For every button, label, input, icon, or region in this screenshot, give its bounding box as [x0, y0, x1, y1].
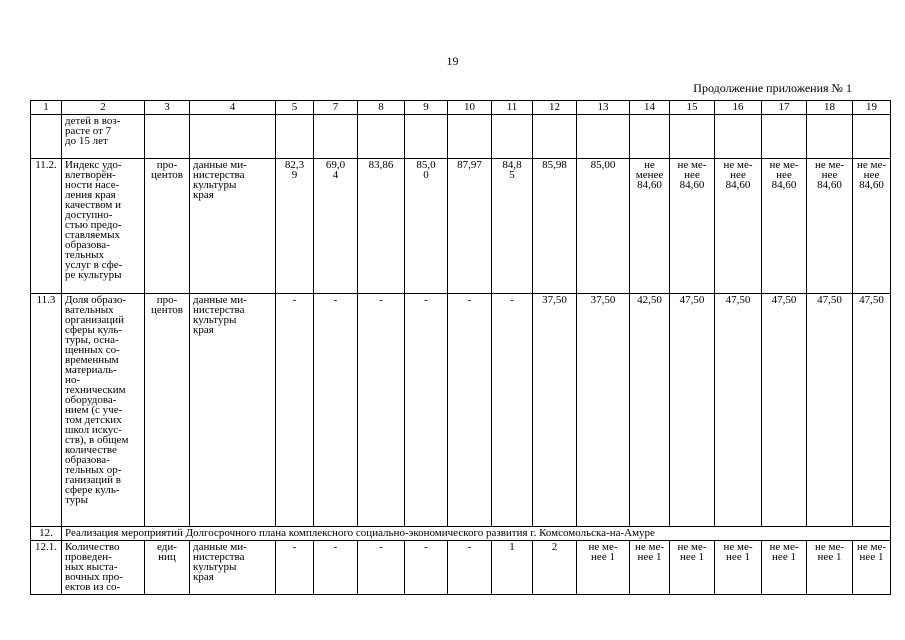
table-row: [31, 294, 891, 527]
column-header: 17: [762, 101, 807, 115]
column-header: 13: [577, 101, 630, 115]
table-cell: [190, 115, 276, 159]
table-row: [31, 541, 891, 595]
table-cell: [276, 115, 314, 159]
column-header: 14: [630, 101, 670, 115]
table-row: [31, 115, 891, 159]
column-header: 1: [31, 101, 62, 115]
table-cell: не ме- нее 1: [853, 541, 891, 595]
table-cell: [31, 115, 62, 159]
table-cell: 47,50: [762, 294, 807, 527]
column-header: 16: [715, 101, 762, 115]
table-cell: не ме- нее 1: [577, 541, 630, 595]
table-cell: не ме- нее 84,60: [853, 159, 891, 294]
table-cell: про- центов: [145, 294, 190, 527]
indicator-table: [30, 100, 891, 595]
table-cell: не ме- нее 1: [715, 541, 762, 595]
table-cell: [314, 115, 358, 159]
section-number: 12.: [31, 527, 62, 541]
table-cell: 47,50: [853, 294, 891, 527]
column-header: 12: [533, 101, 577, 115]
column-header: 11: [492, 101, 533, 115]
table-cell: 11.3: [31, 294, 62, 527]
column-header: 5: [276, 101, 314, 115]
table-cell: [448, 115, 492, 159]
table-cell: не ме- нее 1: [670, 541, 715, 595]
table-cell: -: [314, 541, 358, 595]
table-cell: -: [448, 541, 492, 595]
table-cell: [533, 115, 577, 159]
table-cell: не ме- нее 84,60: [807, 159, 853, 294]
column-header: 10: [448, 101, 492, 115]
column-header: 15: [670, 101, 715, 115]
table-cell: -: [492, 294, 533, 527]
table-cell: не менее 84,60: [630, 159, 670, 294]
table-cell: не ме- нее 1: [762, 541, 807, 595]
header-row: [31, 101, 891, 115]
table-cell: 83,86: [358, 159, 405, 294]
table-cell: 85,00: [577, 159, 630, 294]
column-header: 4: [190, 101, 276, 115]
table-cell: не ме- нее 84,60: [715, 159, 762, 294]
section-row: [31, 527, 891, 541]
table-cell: [762, 115, 807, 159]
table-cell: 85,98: [533, 159, 577, 294]
table-cell: -: [358, 294, 405, 527]
table-cell: 47,50: [807, 294, 853, 527]
table-cell: 37,50: [577, 294, 630, 527]
table-cell: -: [314, 294, 358, 527]
table-cell: 87,97: [448, 159, 492, 294]
table-cell: еди- ниц: [145, 541, 190, 595]
table-cell: данные ми- нистерства культуры края: [190, 294, 276, 527]
table-cell: 69,0 4: [314, 159, 358, 294]
table-cell: [358, 115, 405, 159]
table-cell: -: [405, 294, 448, 527]
table-cell: 37,50: [533, 294, 577, 527]
table-cell: 1: [492, 541, 533, 595]
table-cell: 12.1.: [31, 541, 62, 595]
table-cell: -: [405, 541, 448, 595]
table-cell: 11.2.: [31, 159, 62, 294]
table-cell: -: [448, 294, 492, 527]
section-title: Реализация мероприятий Долгосрочного плана комплексного социально-экономического развития г. Комсомольска-на-Амуре: [62, 527, 891, 541]
column-header: 8: [358, 101, 405, 115]
table-cell: Индекс удо- влетворён- ности насе- ления края качеством и доступно- стью предо- ставляемых образова- тельных услуг в сфе- ре культуры: [62, 159, 145, 294]
table-cell: не ме- нее 84,60: [762, 159, 807, 294]
table-cell: [853, 115, 891, 159]
column-header: 7: [314, 101, 358, 115]
table-cell: -: [276, 294, 314, 527]
table-cell: -: [276, 541, 314, 595]
table-cell: [807, 115, 853, 159]
table-cell: 85,0 0: [405, 159, 448, 294]
table-cell: Доля образо- вательных организаций сферы куль- туры, осна- щенных со- временным материаль- но- техническим оборудова- нием (с уче- том детских школ искус- ств), в общем количестве образова- тельных ор- ганизаций в сфере куль- туры: [62, 294, 145, 527]
table-cell: не ме- нее 1: [807, 541, 853, 595]
appendix-continuation: Продолжение приложения № 1: [693, 81, 852, 95]
table-cell: 82,3 9: [276, 159, 314, 294]
table-cell: [630, 115, 670, 159]
table-cell: данные ми- нистерства культуры края: [190, 159, 276, 294]
table-row: [31, 159, 891, 294]
page-number: 19: [446, 54, 459, 68]
table-cell: данные ми- нистерства культуры края: [190, 541, 276, 595]
table-cell: 42,50: [630, 294, 670, 527]
table-cell: 47,50: [715, 294, 762, 527]
table-cell: не ме- нее 84,60: [670, 159, 715, 294]
table-cell: 2: [533, 541, 577, 595]
table-cell: [715, 115, 762, 159]
column-header: 3: [145, 101, 190, 115]
table-cell: [670, 115, 715, 159]
table-cell: [492, 115, 533, 159]
column-header: 9: [405, 101, 448, 115]
column-header: 18: [807, 101, 853, 115]
table-cell: про- центов: [145, 159, 190, 294]
column-header: 19: [853, 101, 891, 115]
table-cell: детей в воз- расте от 7 до 15 лет: [62, 115, 145, 159]
table-cell: Количество проведен- ных выста- вочных про- ектов из со-: [62, 541, 145, 595]
table-cell: [577, 115, 630, 159]
table-cell: не ме- нее 1: [630, 541, 670, 595]
table-cell: 84,8 5: [492, 159, 533, 294]
table-cell: [145, 115, 190, 159]
column-header: 2: [62, 101, 145, 115]
table-cell: -: [358, 541, 405, 595]
table-cell: [405, 115, 448, 159]
table-cell: 47,50: [670, 294, 715, 527]
